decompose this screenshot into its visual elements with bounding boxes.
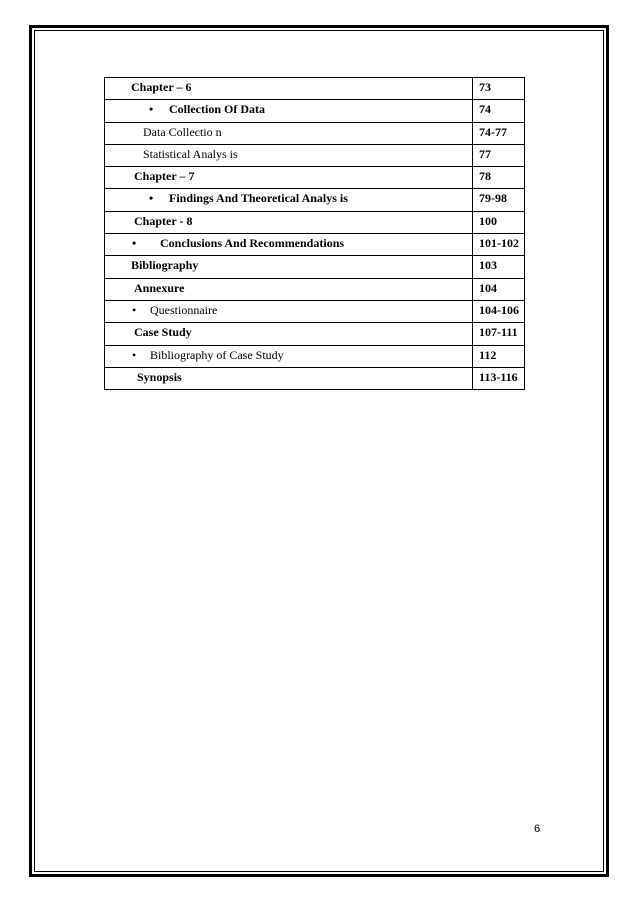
bullet-icon: • bbox=[149, 191, 154, 206]
toc-entry-statistical-analysis: Statistical Analys is bbox=[143, 146, 238, 161]
toc-entry-annexure: Annexure bbox=[134, 280, 185, 295]
table-row bbox=[105, 189, 525, 211]
toc-page-cell: 113-116 bbox=[473, 367, 525, 389]
page-number: 6 bbox=[534, 823, 541, 835]
bullet-icon: • bbox=[132, 302, 137, 317]
toc-entry-bibliography-of-case-study: Bibliography of Case Study bbox=[150, 347, 284, 362]
toc-entry-collection-of-data: Collection Of Data bbox=[169, 102, 265, 117]
table-row bbox=[105, 78, 525, 100]
toc-page-cell: 100 bbox=[473, 211, 525, 233]
toc-page-cell: 104-106 bbox=[473, 300, 525, 322]
toc-page-cell: 78 bbox=[473, 167, 525, 189]
toc-page-cell: 101-102 bbox=[473, 234, 525, 256]
toc-entry-case-study: Case Study bbox=[134, 325, 192, 340]
toc-page-cell: 104 bbox=[473, 278, 525, 300]
toc-title-cell bbox=[105, 189, 473, 211]
toc-title-cell bbox=[105, 300, 473, 322]
toc-title-cell bbox=[105, 167, 473, 189]
table-row bbox=[105, 323, 525, 345]
toc-title-cell bbox=[105, 122, 473, 144]
bullet-icon: • bbox=[132, 236, 137, 251]
toc-title-cell bbox=[105, 256, 473, 278]
table-row bbox=[105, 278, 525, 300]
table-row bbox=[105, 367, 525, 389]
toc-page-cell: 77 bbox=[473, 144, 525, 166]
table-of-contents bbox=[104, 77, 525, 390]
toc-entry-chapter-6: Chapter – 6 bbox=[131, 80, 192, 94]
table-row bbox=[105, 100, 525, 122]
toc-entry-chapter-7: Chapter – 7 bbox=[134, 169, 195, 184]
toc-title-cell bbox=[105, 345, 473, 367]
toc-entry-bibliography: Bibliography bbox=[131, 258, 199, 273]
table-row bbox=[105, 234, 525, 256]
bullet-icon: • bbox=[149, 102, 154, 117]
table-row bbox=[105, 167, 525, 189]
toc-title-cell bbox=[105, 323, 473, 345]
toc-entry-questionnaire: Questionnaire bbox=[150, 302, 218, 317]
toc-title-cell bbox=[105, 234, 473, 256]
toc-page-cell: 74-77 bbox=[473, 122, 525, 144]
table-row bbox=[105, 144, 525, 166]
table-row bbox=[105, 256, 525, 278]
toc-page-cell: 74 bbox=[473, 100, 525, 122]
toc-page-cell: 107-111 bbox=[473, 323, 525, 345]
toc-page-cell: 73 bbox=[473, 78, 525, 100]
bullet-icon: • bbox=[132, 347, 137, 362]
toc-page-cell: 112 bbox=[473, 345, 525, 367]
toc-title-cell bbox=[105, 100, 473, 122]
toc-title-cell bbox=[105, 367, 473, 389]
toc-entry-synopsis: Synopsis bbox=[137, 369, 182, 384]
table-row bbox=[105, 211, 525, 233]
table-row bbox=[105, 345, 525, 367]
toc-title-cell bbox=[105, 211, 473, 233]
toc-page-cell: 79-98 bbox=[473, 189, 525, 211]
toc-entry-findings: Findings And Theoretical Analys is bbox=[169, 191, 348, 206]
toc-title-cell bbox=[105, 78, 473, 100]
table-row bbox=[105, 122, 525, 144]
toc-title-cell bbox=[105, 144, 473, 166]
toc-entry-conclusions: Conclusions And Recommendations bbox=[160, 236, 345, 251]
toc-title-cell bbox=[105, 278, 473, 300]
toc-page-cell: 103 bbox=[473, 256, 525, 278]
toc-entry-chapter-8: Chapter - 8 bbox=[134, 213, 193, 228]
toc-entry-data-collection: Data Collectio n bbox=[143, 124, 222, 139]
table-row bbox=[105, 300, 525, 322]
